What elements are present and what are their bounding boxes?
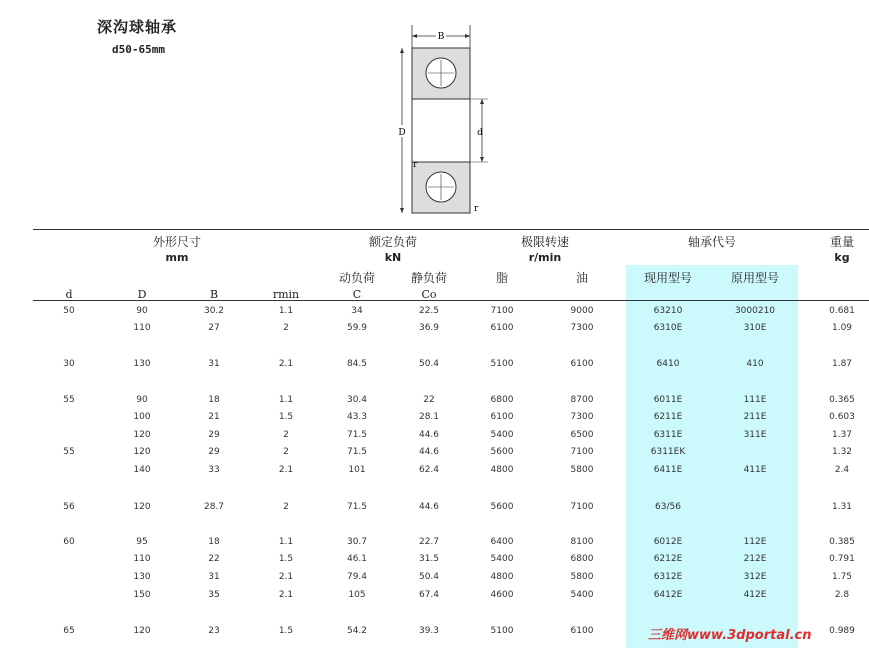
unit-kn: kN [384, 251, 402, 264]
table-cell: 5800 [570, 465, 594, 475]
table-cell: 90 [136, 306, 148, 316]
table-cell: 8100 [570, 537, 594, 547]
table-cell: 28.1 [418, 412, 440, 422]
table-cell: 2 [283, 502, 289, 512]
table-cell: 6500 [570, 430, 594, 440]
table-cell: 411E [743, 465, 767, 475]
table-cell: 84.5 [346, 359, 368, 369]
table-cell: 5400 [490, 554, 514, 564]
table-cell: 6411E [653, 465, 683, 475]
table-cell: 6011E [653, 395, 683, 405]
table-cell: 1.1 [278, 395, 294, 405]
table-cell: 5400 [490, 430, 514, 440]
table-cell: 120 [133, 502, 151, 512]
table-cell: 1.09 [831, 323, 853, 333]
header-bearing-code: 轴承代号 [687, 235, 737, 249]
table-cell: 2 [283, 323, 289, 333]
table-cell: 36.9 [418, 323, 440, 333]
table-cell: 5400 [570, 590, 594, 600]
table-cell: 56 [63, 502, 75, 512]
table-cell: 6100 [490, 323, 514, 333]
header-weight: 重量 [829, 235, 855, 249]
table-cell: 6311E [653, 430, 683, 440]
table-cell: 43.3 [346, 412, 368, 422]
label-r: r [474, 204, 479, 214]
table-cell: 39.3 [418, 626, 440, 636]
table-cell: 46.1 [346, 554, 368, 564]
label-d: d [477, 128, 483, 138]
table-cell: 27 [208, 323, 220, 333]
table-cell: 6800 [490, 395, 514, 405]
table-cell: 1.37 [831, 430, 853, 440]
table-cell: 44.6 [418, 502, 440, 512]
header-speed-limit: 极限转速 [520, 235, 570, 249]
table-cell: 1.5 [278, 626, 294, 636]
table-cell: 71.5 [346, 502, 368, 512]
table-cell: 2.1 [278, 465, 294, 475]
header-grease: 脂 [495, 271, 509, 285]
header-dimensions: 外形尺寸 [152, 235, 202, 249]
table-cell: 1.75 [831, 572, 853, 582]
table-cell: 2 [283, 447, 289, 457]
table-cell: 31.5 [418, 554, 440, 564]
table-cell: 7100 [570, 447, 594, 457]
bearing-diagram [392, 22, 502, 218]
table-cell: 2.1 [278, 590, 294, 600]
table-cell: 29 [208, 447, 220, 457]
table-cell: 23 [208, 626, 220, 636]
unit-rpm: r/min [528, 251, 562, 264]
table-cell: 7300 [570, 323, 594, 333]
table-cell: 1.1 [278, 537, 294, 547]
table-cell: 55 [63, 395, 75, 405]
table-cell: 7100 [490, 306, 514, 316]
table-cell: 2.4 [834, 465, 850, 475]
table-cell: 54.2 [346, 626, 368, 636]
col-d: d [65, 288, 73, 301]
table-cell: 5600 [490, 447, 514, 457]
table-top-rule [33, 229, 869, 230]
table-cell: 6100 [570, 626, 594, 636]
table-cell: 130 [133, 359, 151, 369]
table-cell: 6412E [653, 590, 683, 600]
table-cell: 100 [133, 412, 151, 422]
table-cell: 311E [743, 430, 767, 440]
table-cell: 111E [743, 395, 767, 405]
table-cell: 150 [133, 590, 151, 600]
table-cell: 22 [423, 395, 435, 405]
table-cell: 7300 [570, 412, 594, 422]
table-cell: 22 [208, 554, 220, 564]
table-cell: 2.8 [834, 590, 850, 600]
table-cell: 6100 [490, 412, 514, 422]
table-cell: 50 [63, 306, 75, 316]
table-cell: 65 [63, 626, 75, 636]
table-cell: 120 [133, 430, 151, 440]
table-cell: 63/56 [655, 502, 681, 512]
table-cell: 5800 [570, 572, 594, 582]
header-original-code: 原用型号 [730, 271, 780, 285]
table-cell: 31 [208, 359, 220, 369]
table-cell: 120 [133, 447, 151, 457]
table-cell: 6311EK [650, 447, 686, 457]
table-cell: 312E [743, 572, 767, 582]
table-cell: 412E [743, 590, 767, 600]
table-cell: 79.4 [346, 572, 368, 582]
table-cell: 140 [133, 465, 151, 475]
table-cell: 50.4 [418, 359, 440, 369]
table-cell: 1.31 [831, 502, 853, 512]
table-cell: 0.385 [829, 537, 855, 547]
table-cell: 30.2 [203, 306, 225, 316]
table-cell: 22.5 [418, 306, 440, 316]
table-cell: 6800 [570, 554, 594, 564]
label-r: r [413, 160, 418, 170]
table-cell: 30 [63, 359, 75, 369]
table-cell: 90 [136, 395, 148, 405]
unit-mm: mm [165, 251, 189, 264]
table-cell: 105 [348, 590, 366, 600]
table-cell: 0.989 [829, 626, 855, 636]
col-Co: Co [421, 288, 437, 301]
header-static-load: 静负荷 [410, 271, 448, 285]
table-cell: 211E [743, 412, 767, 422]
table-cell: 63210 [653, 306, 683, 316]
table-cell: 30.7 [346, 537, 368, 547]
table-cell: 30.4 [346, 395, 368, 405]
table-cell: 130 [133, 572, 151, 582]
header-dynamic-load: 动负荷 [338, 271, 376, 285]
table-cell: 120 [133, 626, 151, 636]
table-cell: 1.5 [278, 554, 294, 564]
table-cell: 18 [208, 537, 220, 547]
unit-kg: kg [834, 251, 850, 264]
table-cell: 6211E [653, 412, 683, 422]
table-cell: 2.1 [278, 572, 294, 582]
table-cell: 60 [63, 537, 75, 547]
table-cell: 112E [743, 537, 767, 547]
table-cell: 1.87 [831, 359, 853, 369]
table-cell: 35 [208, 590, 220, 600]
table-cell: 22.7 [418, 537, 440, 547]
table-cell: 6410 [656, 359, 680, 369]
table-cell: 1.32 [831, 447, 853, 457]
table-cell: 5100 [490, 626, 514, 636]
table-cell: 0.681 [829, 306, 855, 316]
table-cell: 6012E [653, 537, 683, 547]
table-cell: 29 [208, 430, 220, 440]
table-cell: 31 [208, 572, 220, 582]
table-cell: 34 [351, 306, 363, 316]
table-cell: 410 [746, 359, 764, 369]
table-cell: 6310E [653, 323, 683, 333]
table-cell: 1.1 [278, 306, 294, 316]
table-cell: 28.7 [203, 502, 225, 512]
col-C: C [352, 288, 362, 301]
table-cell: 55 [63, 447, 75, 457]
table-cell: 67.4 [418, 590, 440, 600]
table-cell: 6312E [653, 572, 683, 582]
table-cell: 62.4 [418, 465, 440, 475]
table-cell: 0.365 [829, 395, 855, 405]
table-cell: 3000210 [734, 306, 776, 316]
table-cell: 4800 [490, 465, 514, 475]
col-rmin: rmin [272, 288, 300, 301]
table-cell: 5100 [490, 359, 514, 369]
watermark: 三维网www.3dportal.cn [648, 628, 812, 643]
table-cell: 21 [208, 412, 220, 422]
table-cell: 4600 [490, 590, 514, 600]
table-cell: 0.791 [829, 554, 855, 564]
size-range: d50-65mm [112, 43, 165, 56]
header-oil: 油 [575, 271, 589, 285]
table-cell: 2 [283, 430, 289, 440]
label-D: D [398, 128, 406, 138]
table-cell: 9000 [570, 306, 594, 316]
table-cell: 110 [133, 554, 151, 564]
table-cell: 0.603 [829, 412, 855, 422]
table-cell: 95 [136, 537, 148, 547]
table-cell: 6400 [490, 537, 514, 547]
table-cell: 212E [743, 554, 767, 564]
table-cell: 18 [208, 395, 220, 405]
table-cell: 44.6 [418, 430, 440, 440]
table-cell: 71.5 [346, 447, 368, 457]
table-cell: 59.9 [346, 323, 368, 333]
table-cell: 44.6 [418, 447, 440, 457]
table-cell: 110 [133, 323, 151, 333]
col-B: B [209, 288, 219, 301]
table-cell: 1.5 [278, 412, 294, 422]
table-cell: 71.5 [346, 430, 368, 440]
table-cell: 8700 [570, 395, 594, 405]
table-cell: 4800 [490, 572, 514, 582]
table-cell: 7100 [570, 502, 594, 512]
table-cell: 310E [743, 323, 767, 333]
header-bottom-rule [33, 300, 869, 301]
table-cell: 6100 [570, 359, 594, 369]
header-rated-load: 额定负荷 [368, 235, 418, 249]
table-cell: 101 [348, 465, 366, 475]
table-cell: 5600 [490, 502, 514, 512]
col-D: D [137, 288, 147, 301]
page-title: 深沟球轴承 [97, 18, 178, 36]
label-B: B [437, 32, 445, 42]
table-cell: 2.1 [278, 359, 294, 369]
header-current-code: 现用型号 [643, 271, 693, 285]
table-cell: 50.4 [418, 572, 440, 582]
table-cell: 6212E [653, 554, 683, 564]
table-cell: 33 [208, 465, 220, 475]
